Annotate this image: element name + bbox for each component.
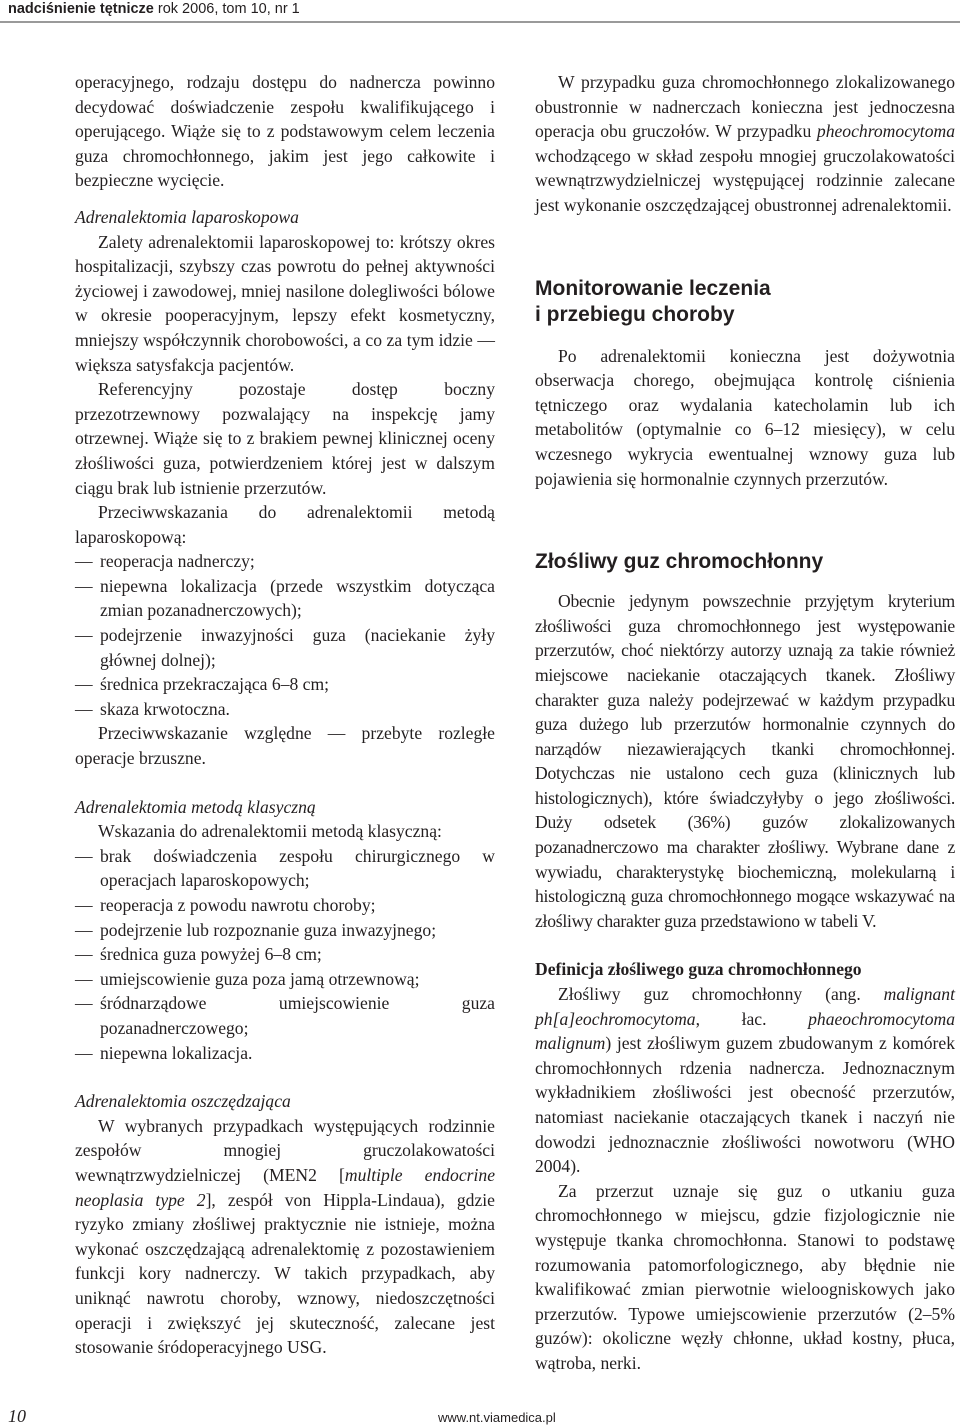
list-item: — śródnarządowe umiejscowienie guza pozanadnerczowego;	[75, 991, 495, 1040]
paragraph: Za przerzut uznaje się guz o utkaniu guza chromochłonnego w miejscu, gdzie fizjologicznie nie występuje tkanka chromochłonna. Stanowi to podstawę rozumowania patomorfologicznego, aby błędnie nie kwalifikować zmian pierwotnie wieloogniskowych jako przerzutów. Typowe umiejscowienie przerzutów (2–5% guzów): okoliczne węzły chłonne, układ kostny, płuca, wątroba, nerki.	[535, 1180, 955, 1373]
paragraph: Złośliwy guz chromochłonny (ang. malignant ph[a]eochromocytoma, łac. phaeochromocytoma malignum) jest złośliwym guzem zbudowanym z komórek chromochłonnych rdzenia nadnercza. Jednoznacznym wykładnikiem złośliwości jest obecność przerzutów, natomiast naciekanie otaczających tkanek i naczyń nie dowodzi jednoznacznie złośliwości nowotworu (WHO 2004).	[535, 984, 955, 1177]
list-item: — umiejscowienie guza poza jamą otrzewnową;	[75, 967, 495, 992]
header-rule	[0, 21, 960, 23]
footer-url[interactable]: www.nt.viamedica.pl	[438, 1410, 556, 1425]
paragraph: operacyjnego, rodzaju dostępu do nadnercza powinno decydować doświadczenie zespołu kwalifikującego i operującego. Wiąże się to z podstawowym celem leczenia guza chromochłonnego, jakim jest jego całkowite i bezpieczne wycięcie.	[75, 72, 495, 191]
issue-info: rok 2006, tom 10, nr 1	[157, 1, 300, 17]
paragraph: Zalety adrenalektomii laparoskopowej to: krótszy okres hospitalizacji, szybszy czas powrotu do pełnej aktywności życiowej i zawodowej, mniej nasilone dolegliwości bólowe w okresie pooperacyjnym, lepszy efekt kosmetyczny, mniejszy współczynnik chorobowości, a co za tym idzie — większa satysfakcja pacjentów.	[75, 231, 495, 375]
paragraph: W przypadku guza chromochłonnego zlokalizowanego obustronnie w nadnerczach konieczna jest jednoczesna operacja obu gruczołów. W przypadku pheochromocytoma wchodzącego w skład zespołu mnogiej gruczolakowatości wewnątrzwydzielniczej występującej rodzinnie zalecane jest wykonanie oszczędzającej obustronnej adrenalektomii.	[535, 72, 955, 215]
list-item: — niepewna lokalizacja.	[75, 1041, 495, 1066]
section-heading-malignant: Złośliwy guz chromochłonny	[535, 550, 824, 574]
section-heading-laparoscopic: Adrenalektomia laparoskopowa	[75, 206, 299, 227]
definition-heading: Definicja złośliwego guza chromochłonnego	[535, 959, 862, 980]
list-item: — niepewna lokalizacja (przede wszystkim dotycząca zmian pozanadnerczowych);	[75, 574, 495, 623]
section-heading-classic: Adrenalektomia metodą klasyczną	[75, 796, 316, 817]
right-column	[535, 70, 955, 1376]
paragraph: Przeciwwskazania do adrenalektomii metodą laparoskopową:	[75, 502, 495, 547]
paragraph: Po adrenalektomii konieczna jest dożywotnia obserwacja chorego, obejmująca kontrolę ciśnienia tętniczego oraz wydalania katecholamin lub ich metabolitów (optymalnie co 6–12 miesięcy), w celu wczesnego wykrycia ewentualnej wznowy guza lub pojawienia się hormonalnie czynnych przerzutów.	[535, 345, 955, 489]
journal-name: nadciśnienie tętnicze	[8, 1, 154, 17]
section-heading-monitoring: Monitorowanie leczenia i przebiegu choroby	[535, 276, 771, 326]
paragraph: Wskazania do adrenalektomii metodą klasyczną:	[98, 821, 442, 842]
list-item: — reoperacja z powodu nawrotu choroby;	[75, 893, 495, 918]
paragraph: Przeciwwskazanie względne — przebyte rozległe operacje brzuszne.	[75, 723, 495, 769]
running-header	[0, 0, 960, 20]
list-item: — średnica przekraczająca 6–8 cm;	[75, 672, 495, 697]
section-heading-sparing: Adrenalektomia oszczędzająca	[75, 1091, 291, 1112]
paragraph: Referencyjny pozostaje dostęp boczny przezotrzewnowy pozwalający na inspekcję jamy otrzewnej. Wiąże się to z brakiem pewnej klinicznej oceny złośliwości guza, potwierdzeniem której jest w dalszym ciągu brak lub istnienie przerzutów.	[75, 379, 495, 498]
list-item: — podejrzenie lub rozpoznanie guza inwazyjnego;	[75, 918, 495, 943]
list-item: — reoperacja nadnerczy;	[75, 549, 495, 574]
list-item: — średnica guza powyżej 6–8 cm;	[75, 942, 495, 967]
page-number: 10	[8, 1406, 26, 1426]
list-item: — brak doświadczenia zespołu chirurgicznego w operacjach laparoskopowych;	[75, 844, 495, 893]
left-column	[75, 70, 495, 1360]
indications-list	[75, 844, 495, 1065]
contraindications-list	[75, 549, 495, 721]
list-item: — skaza krwotoczna.	[75, 697, 495, 722]
list-item: — podejrzenie inwazyjności guza (naciekanie żyły głównej dolnej);	[75, 623, 495, 672]
journal-header	[8, 1, 300, 17]
paragraph: W wybranych przypadkach występujących rodzinnie zespołów mnogiej gruczolakowatości wewnątrzwydzielniczej (MEN2 [multiple endocrine neoplasia type 2], zespół von Hippla-Lindaua), gdzie ryzyko zmiany złośliwej praktycznie nie istnieje, można wykonać oszczędzającą adrenalektomię z pozostawieniem funkcji kory nadnerczy. W takich przypadkach, aby uniknąć nawrotu choroby, wznowy, niedoszczętności operacji i zwiększyć jej skuteczność, zalecane jest stosowanie śródoperacyjnego USG.	[75, 1115, 495, 1358]
paragraph: Obecnie jedynym powszechnie przyjętym kryterium złośliwości guza chromochłonnego jest występowanie przerzutów, choć niektórzy autorzy uznają za takie również miejscowe naciekanie otaczających tkanek. Złośliwy charakter guza należy podejrzewać w każdym przypadku guza dużego lub przerzutów hormonalnie czynnych do narządów niezawierających tkanki chromochłonnej. Dotychczas nie ustalono cech guza (klinicznych lub histologicznych), które świadczyłyby o jego złośliwości. Duży odsetek (36%) guzów zlokalizowanych pozanadnerczowo ma charakter złośliwy. Wybrane dane z wywiadu, charakterystykę biochemiczną, molekularną i histologiczną guza chromochłonnego mogące wskazywać na złośliwy charakter guza przedstawiono w tabeli V.	[535, 591, 955, 931]
